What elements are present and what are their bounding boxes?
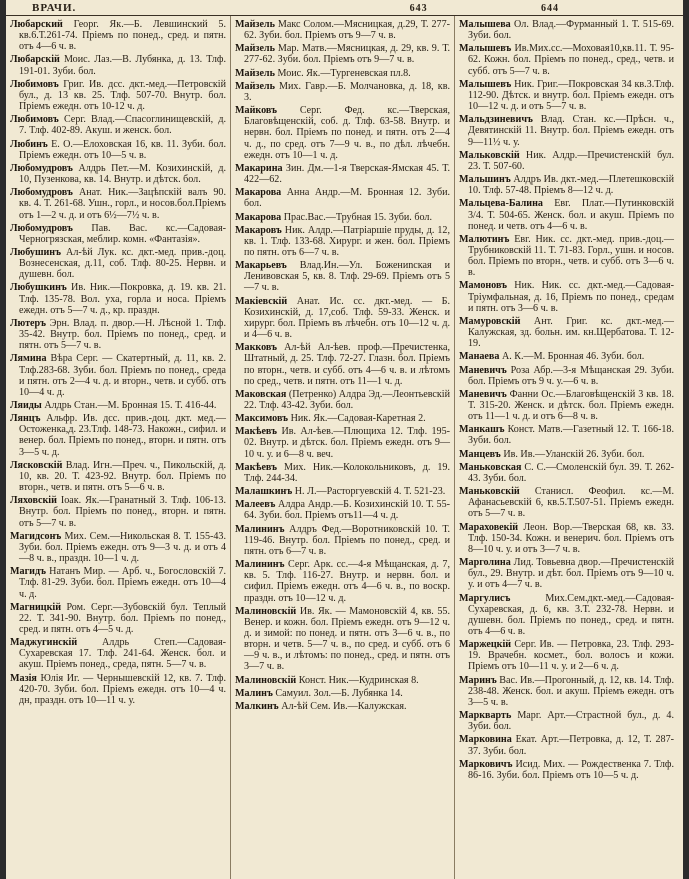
entry-surname: Манаева xyxy=(459,351,500,363)
entry-surname: Любомудровъ xyxy=(10,187,73,199)
directory-entry xyxy=(235,68,450,79)
entry-surname: Мальковскій xyxy=(459,149,520,161)
columns-container xyxy=(6,16,683,879)
entry-details: Евг. Ник. сс. дкт.-мед. прив.-доц.—Трубниковскій 11. Т. 71-83. Горл., ушн. и носов. бол. Пріемъ по вторн., четв. и субб. отъ 3—6 ч. в. xyxy=(468,233,674,279)
directory-entry xyxy=(459,424,674,446)
entry-details: Мих.Сем.дкт.-мед.—Садовая-Сухаревская, д. 6, кв. 3.Т. 232-78. Нервн. и душевн. бол. Пріемъ по понед., сред. и пятн. отъ 4—6 ч. в. xyxy=(468,592,674,637)
entry-details: Анат. Ник.—Зацѣпскій валъ 90. кв. 4. Т. 261-68. Ушн., горл., и носов.бол.Пріемъ отъ 1—2 ч. д. и отъ 6½—7½ ч. в. xyxy=(19,187,226,221)
entry-details: Серг. Фед. кс.—Тверская, Благовѣщенскій, соб. д. Тлф. 63-58. Внутр. и нервн. бол. Пріемъ по понед. и пятн. отъ 2—4 ч. д., по сред. отъ 7—9 ч. в., по дѣл. лѣчебн. ежедн. отъ 10—1 ч. д. xyxy=(244,105,450,161)
entry-details: Ант. Григ. кс. дкт.-мед.—Калужская, зд. больн. им. кн.Щербатова. Т. 12-19. xyxy=(468,315,674,350)
entry-details: Макс Солом.—Мясницкая, д.29, Т. 277-62. Зуби. бол. Пріемъ отъ 9—7 ч. в. xyxy=(244,19,450,42)
entry-surname: Макѣевъ xyxy=(235,426,278,438)
directory-entry xyxy=(235,688,450,699)
entry-surname: Мальшинъ xyxy=(459,174,511,186)
directory-entry xyxy=(459,198,674,231)
directory-entry xyxy=(459,150,674,172)
entry-surname: Макарьевъ xyxy=(235,260,287,272)
entry-details: Серг. Арк. сс.—4-я Мѣщанская, д. 7, кв. 5. Тлф. 116-27. Внутр. и нервн. бол. и сифил. Пріемъ ежедн. отъ 4—6 ч. в., по воскр. праздн. отъ 10—12 ч. д. xyxy=(244,559,450,604)
entry-surname: Любимовъ xyxy=(10,114,59,126)
directory-entry xyxy=(459,174,674,196)
directory-entry xyxy=(10,495,226,528)
entry-surname: Манцевъ xyxy=(459,448,501,460)
entry-details: Мар. Матв.—Мясницкая, д. 29, кв. 9. Т. 277-62. Зуби. бол. Пріемъ отъ 9—7 ч. в. xyxy=(244,43,450,66)
directory-entry xyxy=(235,606,450,673)
directory-entry xyxy=(10,353,226,398)
entry-details: Марг. Арт.—Страстной бул., д. 4. Зуби. бол. xyxy=(468,710,674,733)
directory-entry xyxy=(459,710,674,732)
entry-details: Ол. Влад.—Фурманный 1. Т. 515-69. Зуби. бол. xyxy=(468,19,675,42)
entry-surname: Малининъ xyxy=(235,559,285,571)
directory-entry xyxy=(235,413,450,424)
directory-entry xyxy=(10,318,226,351)
entry-details: Ал-ѣй Лук. кс. дкт.-мед. прив.-доц. Вознесенская, д.11, соб. Тлф. 80-25. Нервн. и душевн. бол. xyxy=(19,246,226,281)
directory-entry xyxy=(235,163,450,185)
directory-entry xyxy=(459,43,674,76)
entry-surname: Малышева xyxy=(459,19,511,30)
directory-entry xyxy=(235,81,450,103)
entry-surname: Малышевъ xyxy=(459,78,512,90)
entry-surname: Ляховскій xyxy=(10,495,57,507)
entry-details: Станисл. Феофил. кс.—М. Афанасьевскій 6, кв.5.Т.507-51. Пріемъ ежедн. отъ 5—7 ч. в. xyxy=(468,486,674,520)
directory-entry xyxy=(235,19,450,41)
entry-details: С. С.—Смоленскій бул. 39. Т. 262-43. Зуби. бол. xyxy=(468,461,674,484)
directory-entry xyxy=(459,675,674,708)
entry-surname: Маневичъ xyxy=(459,364,507,376)
entry-details: Григ. Ив. дсс. дкт.-мед.—Петровскій бул., д. 13 кв. 25. Тлф. 507-70. Внутр. бол. Пріемъ ежедн. отъ 10-12 ч. д. xyxy=(19,78,226,113)
directory-entry xyxy=(235,296,450,341)
directory-entry xyxy=(235,559,450,604)
entry-details: Серг. Ив. — Петровка, 23. Тлф. 293-19. Врачебн. космет., бол. волосъ и кожи. Пріемъ отъ 10—11 ч. у. и 2—6 ч. д. xyxy=(468,639,674,673)
entry-surname: Марковина xyxy=(459,734,512,746)
directory-entry xyxy=(10,531,226,564)
entry-details: Ник. Григ.—Покровская 34 кв.3.Тлф. 112-90. Дѣтск. и внутр. бол. Пріемъ ежедн. отъ 10—12 ч. д. и отъ 5—7 ч. в. xyxy=(468,78,674,113)
entry-details: Влад. Игн.—Преч. ч., Пикольскій, д. 10, кв. 20. Т. 423-92. Внутр. бол. Пріемъ по вторн., четв. и пятн. отъ 5—6 ч. в. xyxy=(19,459,226,494)
directory-entry xyxy=(235,43,450,65)
entry-details: Лид. Товьевна двор.—Пречистенскій бул., 29. Внутр. и дѣт. бол. Пріемъ отъ 9—10 ч. у. и отъ 4—7 ч. в. xyxy=(468,557,674,591)
directory-entry xyxy=(10,460,226,493)
entry-details: Ив. Як. — Мамоновскій 4, кв. 55. Венер. и кожн. бол. Пріемъ ежедн. отъ 9—12 ч. д. и зимой: по понед. и пятн. отъ 3—6 ч. в., по вторн. и четв. 5—7 ч. в., по сред. и субб. отъ 6—9 ч. в., и лѣтомъ: по понед., сред. и пятн. отъ 3—7 ч. в. xyxy=(244,605,450,673)
directory-entry xyxy=(10,282,226,315)
column-1 xyxy=(6,16,230,879)
entry-details: Ром. Серг.—Зубовскій бул. Теплый 22. Т. 341-90. Внутр. бол. Пріемъ по понед., сред. и пятн. отъ 4—5 ч. д. xyxy=(19,601,226,635)
directory-entry xyxy=(235,524,450,557)
entry-details: Алдрь Пет.—М. Козихинскій, д. 10, Пузенкова, кв. 14. Внутр. и дѣтск. бол. xyxy=(19,162,226,186)
entry-details: Алдра Андр.—Б. Козихинскій 10. Т. 55-64. Зуби. бол. Пріемъ отъ11—4 ч. д. xyxy=(244,499,450,522)
entry-surname: Мамуровскій xyxy=(459,315,521,327)
directory-entry xyxy=(235,212,450,223)
entry-surname: Майзель xyxy=(235,43,275,55)
entry-surname: Магидсонъ xyxy=(10,530,62,542)
entry-details: Ив. Ник.—Покровка, д. 19. кв. 21. Тлф. 135-78. Вол. уха, горла и носа. Пріемъ ежедн. отъ 5—7 ч. д., кр. праздн. xyxy=(19,282,226,316)
entry-details: Алдрь Степ.—Садовая-Сухаревская 17. Тлф. 241-64. Женск. бол. и акуш. Пріемъ понед., среда, пятн. 5—7 ч. в. xyxy=(19,637,226,671)
entry-details: (Петренко) Алдра Эд.—Леонтьевскій 22. Тлф. 43-42. Зуби. бол. xyxy=(244,388,450,411)
scan-edge-right xyxy=(683,0,689,879)
entry-surname: Мараховекій xyxy=(459,521,519,533)
entry-surname: Макарова xyxy=(235,187,282,199)
directory-entry xyxy=(10,413,226,458)
entry-surname: Любомудровъ xyxy=(10,162,73,174)
entry-details: Вѣра Серг. — Скатертный, д. 11, кв. 2. Тлф.283-68. Зуби. бол. Пріемъ по понед., среда и пятн. отъ 2—4 ч. д. и вторн., четв. и субб. отъ 10—4 ч. д. xyxy=(19,353,226,398)
entry-details: Екат. Арт.—Петровка, д. 12, Т. 287-37. Зуби. бол. xyxy=(468,734,674,757)
directory-entry xyxy=(459,365,674,387)
entry-details: Леон. Вор.—Тверская 68, кв. 33. Тлф. 150-34. Кожн. и венерич. бол. Пріемъ отъ 8—10 ч. у. и отъ 3—7 ч. в. xyxy=(468,521,674,555)
directory-entry xyxy=(10,114,226,136)
entry-details: Пав. Вас. кс.—Садовая-Черногрязская, меблир. комн. «Фантазія». xyxy=(19,222,226,245)
entry-surname: Марголина xyxy=(459,557,511,569)
entry-surname: Макарова xyxy=(235,211,282,223)
directory-entry xyxy=(10,223,226,245)
directory-entry xyxy=(459,639,674,672)
entry-surname: Маринъ xyxy=(459,674,497,686)
directory-entry xyxy=(10,602,226,635)
entry-details: Н. Л.—Расторгуевскій 4. Т. 521-23. xyxy=(294,486,446,498)
directory-entry xyxy=(10,400,226,411)
entry-surname: Лясковскій xyxy=(10,459,63,471)
directory-entry xyxy=(235,260,450,293)
entry-details: Моис. Як.—Тургеневская пл.8. xyxy=(277,67,411,79)
directory-entry xyxy=(235,499,450,521)
directory-entry xyxy=(10,187,226,220)
entry-details: Мих. Сем.—Никольская 8. Т. 155-43. Зуби. бол. Пріемъ ежедн. отъ 9—3 ч. д. и отъ 4—8 ч. в., праздн. 10—1 ч. д. xyxy=(19,530,226,565)
directory-entry xyxy=(459,759,674,781)
entry-details: Іоак. Як.—Гранатный 3. Тлф. 106-13. Внутр. бол. Пріемъ по понед., вторн. и пятн. отъ 5—7 ч. в. xyxy=(19,495,226,529)
entry-details: Зин. Дм.—1-я Тверская-Ямская 45. Т. 422—62. xyxy=(244,162,450,186)
directory-entry xyxy=(10,163,226,185)
entry-surname: Мальдзиневичъ xyxy=(459,114,533,126)
entry-surname: Малкинъ xyxy=(235,700,279,712)
entry-surname: Малиновскій xyxy=(235,605,297,617)
entry-surname: Маковская xyxy=(235,388,287,400)
entry-surname: Любарскій xyxy=(10,54,60,66)
entry-details: Алдръ Ив. дкт.-мед.—Плетешковскій 10. Тлф. 57-48. Пріемъ 8—12 ч. д. xyxy=(468,174,674,197)
column-3 xyxy=(454,16,678,879)
entry-surname: Любимовъ xyxy=(10,78,59,90)
entry-surname: Лянцъ xyxy=(10,413,41,425)
entry-surname: Маджугинскій xyxy=(10,637,78,649)
directory-entry xyxy=(235,426,450,459)
directory-entry xyxy=(235,701,450,712)
directory-entry xyxy=(459,486,674,519)
entry-details: Ник. Як.—Садовая-Каретная 2. xyxy=(290,413,426,425)
directory-entry xyxy=(10,673,226,706)
entry-details: Натанъ Мир. — Арб. ч., Богословскій 7. Тлф. 81-29. Зуби. бол. Пріемъ ежедн. отъ 10—4 ч. д. xyxy=(19,566,226,600)
directory-entry xyxy=(459,114,674,147)
entry-details: Конст. Ник.—Кудринская 8. xyxy=(298,674,419,686)
directory-entry xyxy=(459,557,674,590)
entry-surname: Малютинъ xyxy=(459,233,510,245)
directory-entry xyxy=(235,225,450,258)
directory-entry xyxy=(459,593,674,638)
entry-surname: Любушинъ xyxy=(10,246,61,258)
directory-entry xyxy=(459,234,674,279)
entry-surname: Марковичъ xyxy=(459,758,513,770)
entry-details: Прас.Вас.—Трубная 15. Зуби. бол. xyxy=(283,211,432,223)
entry-surname: Малашкинъ xyxy=(235,486,293,498)
column-2 xyxy=(230,16,454,879)
directory-entry xyxy=(459,462,674,484)
entry-surname: Лютеръ xyxy=(10,317,47,329)
page-number-right: 644 xyxy=(541,3,559,14)
entry-surname: Любомудровъ xyxy=(10,222,73,234)
entry-surname: Макарина xyxy=(235,162,283,174)
running-title: ВРАЧИ. xyxy=(32,2,77,14)
entry-details: Ив. Ив.—Уланскій 26. Зуби. бол. xyxy=(503,448,645,460)
entry-details: Ал-ѣй Ал-ѣев. проф.—Пречистенка, Штатный, д. 25. Тлф. 72-27. Глазн. бол. Пріемъ по вторн., четв. и субб. отъ 4—6 ч. в. и лѣтомъ по сред., четв. и пятн. отъ 11—1 ч. д. xyxy=(244,342,450,387)
entry-surname: Макаровъ xyxy=(235,224,282,236)
directory-entry xyxy=(459,280,674,313)
directory-entry xyxy=(10,566,226,599)
entry-surname: Маргулисъ xyxy=(459,592,511,604)
entry-surname: Майковъ xyxy=(235,105,277,117)
entry-details: Ал-ѣй Сем. Ив.—Калужская. xyxy=(281,700,407,712)
entry-details: Ник. Алдр.—Патріаршіе пруды, д. 12, кв. 1. Тлф. 133-68. Хирург. и жен. бол. Пріемъ по пятн. отъ 6—7 ч. в. xyxy=(244,224,450,258)
entry-details: Алдръ Фед.—Воротниковскій 10. Т. 119-46. Внутр. бол. Пріемъ по понед., сред. и пятн. отъ 6—7 ч. в. xyxy=(244,523,450,557)
directory-entry xyxy=(10,139,226,161)
entry-surname: Любинъ xyxy=(10,138,48,150)
directory-entry xyxy=(235,486,450,497)
entry-surname: Малышевъ xyxy=(459,43,512,55)
directory-entry xyxy=(10,79,226,112)
directory-entry xyxy=(459,449,674,460)
entry-details: Ив.Мих.сс.—Моховая10,кв.11. Т. 95-62. Кожн. бол. Пріемъ по понед., сред., четв. и субб. отъ 5—7 ч. в. xyxy=(468,43,674,77)
entry-details: Анна Андр.—М. Бронная 12. Зуби. бол. xyxy=(244,187,450,210)
directory-entry xyxy=(10,54,226,76)
entry-details: Ив. Ал-ѣев.—Плющиха 12. Тлф. 195-02. Внутр. и дѣтск. бол. Пріемъ ежедн. отъ 9—10 ч. у. и 6—8 ч. веч. xyxy=(244,426,450,460)
directory-entry xyxy=(235,462,450,484)
directory-entry xyxy=(459,351,674,362)
directory-entry xyxy=(10,19,226,52)
entry-details: Самуил. Зол.—Б. Лубянка 14. xyxy=(275,687,403,699)
entry-surname: Малинъ xyxy=(235,687,273,699)
entry-details: Влад. Стан. кс.—Прѣсн. ч., Девятинскій 11. Внутр. бол. Пріемъ ежедн. отъ 9—11½ ч. у. xyxy=(468,114,674,148)
entry-details: Фанни Ос.—Благовѣщенскій 3 кв. 18. Т. 315-20. Женск. и дѣтск. бол. Пріемъ ежедн. отъ 11—1 ч. д. и отъ 6—8 ч. в. xyxy=(468,388,674,423)
entry-surname: Маневичъ xyxy=(459,388,507,400)
entry-details: Евг. Плат.—Путинковскій 3/4. Т. 504-65. Женск. бол. и акуш. Пріемъ по понед. и четв. отъ 4—6 ч. в. xyxy=(468,198,674,232)
directory-entry xyxy=(235,105,450,161)
entry-surname: Маньковская xyxy=(459,461,522,473)
directory-entry xyxy=(459,522,674,555)
entry-details: Юлія Иг. — Чернышевскій 12, кв. 7. Тлф. 420-70. Зуби. бол. Пріемъ ежедн. отъ 10—4 ч. дн, праздн. отъ 10—11 ч. у. xyxy=(19,672,226,706)
entry-details: Исид. Мих. — Рождественка 7. Тлф. 86-16. Зуби. бол. Пріемъ отъ 10—5 ч. д. xyxy=(468,758,674,781)
entry-surname: Максимовъ xyxy=(235,413,289,425)
entry-details: Ник. Ник. сс. дкт.-мед.—Садовая-Тріумфальная, д. 16, Пріемъ по понед., средам и пятн. отъ 3—6 ч. в. xyxy=(468,280,675,314)
page-number-left: 643 xyxy=(409,3,428,14)
directory-entry xyxy=(235,342,450,387)
directory-entry xyxy=(459,734,674,756)
entry-surname: Манкашъ xyxy=(459,424,505,436)
entry-details: Роза Абр.—3-я Мѣщанская 29. Зуби. бол. Пріемъ отъ 9 ч. у.—6 ч. в. xyxy=(468,364,674,387)
entry-details: Е. О.—Елоховская 16, кв. 11. Зуби. бол. Пріемъ ежедн. отъ 10—5 ч. в. xyxy=(19,138,226,161)
entry-surname: Малининъ xyxy=(235,523,285,535)
entry-details: Георг. Як.—Б. Левшинский 5. кв.6.Т.261-74. Пріемъ по понед., сред. и пятн. отъ 4—6 ч. в. xyxy=(19,19,226,53)
entry-surname: Майзель xyxy=(235,80,275,92)
entry-surname: Любушкинъ xyxy=(10,282,67,294)
entry-surname: Мазія xyxy=(10,672,37,684)
directory-entry xyxy=(235,675,450,686)
directory-entry xyxy=(459,19,674,41)
entry-surname: Майзель xyxy=(235,19,275,30)
entry-surname: Лямина xyxy=(10,353,47,365)
entry-surname: Мальцева-Балина xyxy=(459,198,543,210)
entry-surname: Малеевъ xyxy=(235,499,276,511)
entry-details: Серг. Влад.—Спасоглинищевскій, д. 7. Тлф. 402-89. Акуш. и женск. бол. xyxy=(19,114,227,137)
entry-details: Влад.Ин.—Ул. Божениnская и Ленивовская 5, кв. 8. Тлф. 29-69. Пріемъ отъ 5—7 ч. в. xyxy=(244,260,450,294)
entry-details: Альфр. Ив. дсс. прив.-доц. дкт. мед.—Остоженка,д. 23.Тлф. 148-73. Накожн., сифил. и венер. бол. Пріемъ по понед., вторн. и пятн. отъ 3—5 ч. д. xyxy=(19,413,226,458)
entry-details: Эрн. Влад. п. двор.—Н. Лѣсной 1. Тлф. 35-42. Внутр. бол. Пріемъ по понед., сред. и пятн. отъ 5—7 ч. в. xyxy=(19,317,226,352)
entry-surname: Мамоновъ xyxy=(459,280,508,292)
entry-surname: Маркварть xyxy=(459,710,512,722)
entry-surname: Малиновскій xyxy=(235,674,297,686)
directory-entry xyxy=(10,247,226,280)
entry-details: Мих. Ник.—Колокольниковъ, д. 19. Тлф. 244-34. xyxy=(244,461,450,484)
entry-details: Ник. Алдр.—Пречистенскій бул. 23. Т. 507-60. xyxy=(468,149,674,172)
entry-surname: Ляиды xyxy=(10,400,42,411)
entry-details: Алдрь Стан.—М. Бронная 15. Т. 416-44. xyxy=(44,400,217,411)
entry-surname: Магидъ xyxy=(10,566,46,578)
entry-surname: Маржецкій xyxy=(459,639,512,651)
entry-surname: Макѣевъ xyxy=(235,461,278,473)
entry-details: Конст. Матв.—Газетный 12. Т. 166-18. Зуби. бол. xyxy=(468,424,674,447)
directory-entry xyxy=(459,316,674,349)
directory-entry xyxy=(10,637,226,670)
page-header xyxy=(6,0,683,16)
entry-surname: Маньковскій xyxy=(459,486,520,498)
entry-details: А. К.—М. Бронная 46. Зуби. бол. xyxy=(501,351,645,363)
entry-details: Мих. Гавр.—Б. Молчановка, д. 18, кв. 3. xyxy=(244,80,450,103)
entry-surname: Магницкій xyxy=(10,601,62,613)
directory-entry xyxy=(235,389,450,411)
entry-surname: Макіевскій xyxy=(235,295,288,307)
entry-surname: Майзель xyxy=(235,67,275,79)
entry-details: Моис. Лаз.—В. Лубянка, д. 13. Тлф. 191-01. Зуби. бол. xyxy=(19,54,226,77)
directory-entry xyxy=(235,187,450,209)
entry-surname: Макковъ xyxy=(235,342,277,354)
entry-details: Вас. Ив.—Прогонный, д. 12, кв. 14. Тлф. 238-48. Женск. бол. и акуш. Пріемъ ежедн. отъ 3—5 ч. в. xyxy=(468,674,674,708)
entry-surname: Любарский xyxy=(10,19,63,30)
entry-details: Анат. Ис. сс. дкт.-мед. — Б. Козихинскій, д. 17,соб. Тлф. 59-33. Женск. и хирург. бол. Пріемъ въ лѣчебн. отъ 10—12 ч. д. и 4—6 ч. в. xyxy=(244,295,450,341)
directory-entry xyxy=(459,79,674,112)
directory-entry xyxy=(459,389,674,422)
